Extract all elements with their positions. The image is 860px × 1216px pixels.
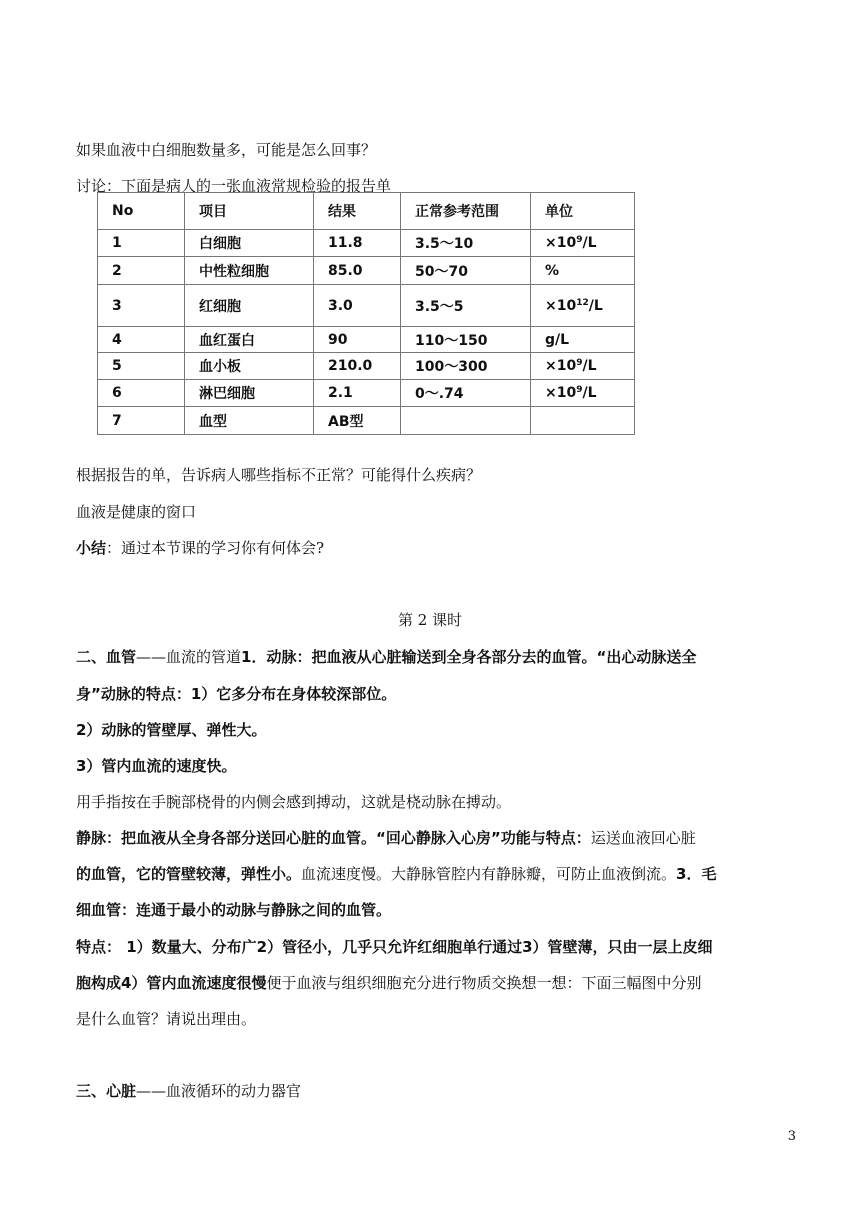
row-result: 90 <box>314 327 401 353</box>
row-result: 210.0 <box>314 353 401 380</box>
row-no: 7 <box>98 407 185 435</box>
discussion-line: 讨论：下面是病人的一张血液常规检验的报告单 <box>76 177 392 195</box>
row-result: AB型 <box>314 407 401 435</box>
summary-line <box>76 538 324 558</box>
table-row <box>98 257 635 285</box>
row-no: 2 <box>98 257 185 285</box>
question-white-cells: 如果血液中白细胞数量多，可能是怎么回事？ <box>76 141 377 159</box>
question-abnormal: 根据报告的单，告诉病人哪些指标不正常？可能得什么疾病？ <box>76 466 482 484</box>
table-row <box>98 230 635 257</box>
row-item: 中性粒细胞 <box>185 257 314 285</box>
blood-report-table <box>97 192 635 435</box>
header-range: 正常参考范围 <box>401 193 531 230</box>
row-unit: $\times 10^9/L$ <box>531 230 635 257</box>
sec2-line-10: 胞构成4）管内血流速度很慢便于血液与组织细胞充分进行物质交换想一想：下面三幅图中分别 <box>76 974 702 992</box>
row-item: 血小板 <box>185 353 314 380</box>
sec2-line-4: 3）管内血流的速度快。 <box>76 757 237 775</box>
row-item: 血型 <box>185 407 314 435</box>
table-row <box>98 353 635 380</box>
sec2-line-7: 的血管，它的管壁较薄，弹性小。血流速度慢。大静脉管腔内有静脉瓣，可防止血液倒流。3．毛 <box>76 865 717 883</box>
row-range: 100～300 <box>401 353 531 380</box>
row-result: 11.8 <box>314 230 401 257</box>
sec2-line-9: 特点： 1）数量大、分布广2）管径小，几乎只允许红细胞单行通过3）管壁薄，只由一层上皮细 <box>76 938 713 956</box>
sec2-line-1: 二、血管 ——血流的管道 1．动脉：把血液从心脏输送到全身各部分去的血管。“出心动脉送全 <box>76 648 697 666</box>
row-range: 110～150 <box>401 327 531 353</box>
window-line: 血液是健康的窗口 <box>76 503 197 521</box>
sec2-line-3: 2）动脉的管壁厚、弹性大。 <box>76 721 267 739</box>
table-row <box>98 380 635 407</box>
sec2-line-2: 身”动脉的特点：1）它多分布在身体较深部位。 <box>76 685 397 703</box>
row-result: 85.0 <box>314 257 401 285</box>
header-item: 项目 <box>185 193 314 230</box>
row-unit: g/L <box>531 327 635 353</box>
row-no: 6 <box>98 380 185 407</box>
row-range: 50～70 <box>401 257 531 285</box>
header-result: 结果 <box>314 193 401 230</box>
row-item: 红细胞 <box>185 285 314 327</box>
row-no: 1 <box>98 230 185 257</box>
row-no: 4 <box>98 327 185 353</box>
sec2-line-8: 细血管：连通于最小的动脉与静脉之间的血管。 <box>76 901 392 919</box>
row-item: 血红蛋白 <box>185 327 314 353</box>
summary-label: 小结 <box>76 539 107 557</box>
row-range: 3.5～10 <box>401 230 531 257</box>
table-row <box>98 407 635 435</box>
row-no: 5 <box>98 353 185 380</box>
row-unit: $\times 10^{12}/L$ <box>531 285 635 327</box>
row-unit: $\times 10^9/L$ <box>531 353 635 380</box>
row-range <box>401 407 531 435</box>
row-unit <box>531 407 635 435</box>
lesson-title: 第 2 课时 <box>397 611 463 629</box>
header-no: No <box>98 193 185 230</box>
row-item: 淋巴细胞 <box>185 380 314 407</box>
row-no: 3 <box>98 285 185 327</box>
row-unit: % <box>531 257 635 285</box>
table-header-row <box>98 193 635 230</box>
section-three-heading: 三、心脏——血液循环的动力器官 <box>76 1082 302 1100</box>
page-number: 3 <box>787 1129 796 1144</box>
table-row <box>98 327 635 353</box>
sec2-line-5: 用手指按在手腕部桡骨的内侧会感到搏动，这就是桡动脉在搏动。 <box>76 793 512 811</box>
summary-text: ：通过本节课的学习你有何体会? <box>106 539 325 557</box>
row-unit: $\times 10^9/L$ <box>531 380 635 407</box>
row-item: 白细胞 <box>185 230 314 257</box>
table-row <box>98 285 635 327</box>
row-range: 0～.74 <box>401 380 531 407</box>
row-result: 2.1 <box>314 380 401 407</box>
header-unit: 单位 <box>531 193 635 230</box>
row-range: 3.5～5 <box>401 285 531 327</box>
sec2-line-11: 是什么血管？请说出理由。 <box>76 1010 257 1028</box>
row-result: 3.0 <box>314 285 401 327</box>
sec2-line-6: 静脉：把血液从全身各部分送回心脏的血管。“回心静脉入心房”功能与特点：运送血液回心脏 <box>76 829 696 847</box>
